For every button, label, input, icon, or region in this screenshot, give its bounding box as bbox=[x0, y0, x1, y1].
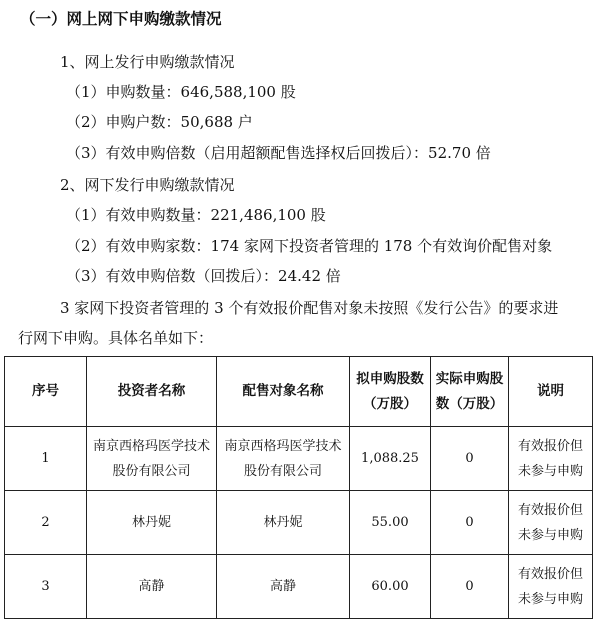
cell-seq: 3 bbox=[5, 555, 87, 619]
cell-seq: 2 bbox=[5, 491, 87, 555]
offline-item-multiple: （3）有效申购倍数（回拨后）：24.42 倍 bbox=[66, 267, 341, 285]
cell-planned-shares: 1,088.25 bbox=[350, 427, 431, 491]
offline-item-quantity: （1）有效申购数量：221,486,100 股 bbox=[66, 206, 326, 224]
cell-note: 有效报价但未参与申购 bbox=[509, 491, 593, 555]
cell-actual-shares: 0 bbox=[431, 427, 509, 491]
cell-planned-shares: 55.00 bbox=[350, 491, 431, 555]
header-seq: 序号 bbox=[5, 357, 87, 427]
cell-investor: 林丹妮 bbox=[87, 491, 217, 555]
table-header-row bbox=[5, 357, 593, 427]
cell-actual-shares: 0 bbox=[431, 555, 509, 619]
cell-target: 南京西格玛医学技术股份有限公司 bbox=[217, 427, 350, 491]
unpaid-applicants-table bbox=[4, 356, 593, 619]
cell-actual-shares: 0 bbox=[431, 491, 509, 555]
section-heading: （一）网上网下申购缴款情况 bbox=[20, 9, 222, 28]
cell-note: 有效报价但未参与申购 bbox=[509, 555, 593, 619]
cell-target: 林丹妮 bbox=[217, 491, 350, 555]
cell-investor: 高静 bbox=[87, 555, 217, 619]
header-note: 说明 bbox=[509, 357, 593, 427]
cell-investor: 南京西格玛医学技术股份有限公司 bbox=[87, 427, 217, 491]
offline-item-investors: （2）有效申购家数：174 家网下投资者管理的 178 个有效询价配售对象 bbox=[66, 237, 553, 255]
header-actual-shares: 实际申购股数（万股） bbox=[431, 357, 509, 427]
table-row bbox=[5, 427, 593, 491]
paragraph-line-1: 3 家网下投资者管理的 3 个有效报价配售对象未按照《发行公告》的要求进 bbox=[60, 299, 559, 317]
header-planned-shares: 拟申购股数（万股） bbox=[350, 357, 431, 427]
cell-target: 高静 bbox=[217, 555, 350, 619]
offline-subsection-title: 2、网下发行申购缴款情况 bbox=[60, 176, 235, 194]
header-investor: 投资者名称 bbox=[87, 357, 217, 427]
online-item-multiple: （3）有效申购倍数（启用超额配售选择权后回拨后）：52.70 倍 bbox=[66, 144, 491, 162]
table-row bbox=[5, 555, 593, 619]
cell-note: 有效报价但未参与申购 bbox=[509, 427, 593, 491]
header-target: 配售对象名称 bbox=[217, 357, 350, 427]
online-item-households: （2）申购户数：50,688 户 bbox=[66, 113, 253, 131]
cell-planned-shares: 60.00 bbox=[350, 555, 431, 619]
cell-seq: 1 bbox=[5, 427, 87, 491]
online-item-quantity: （1）申购数量：646,588,100 股 bbox=[66, 83, 296, 101]
online-subsection-title: 1、网上发行申购缴款情况 bbox=[60, 53, 235, 71]
paragraph-line-2: 行网下申购。具体名单如下： bbox=[18, 329, 214, 347]
table-row bbox=[5, 491, 593, 555]
